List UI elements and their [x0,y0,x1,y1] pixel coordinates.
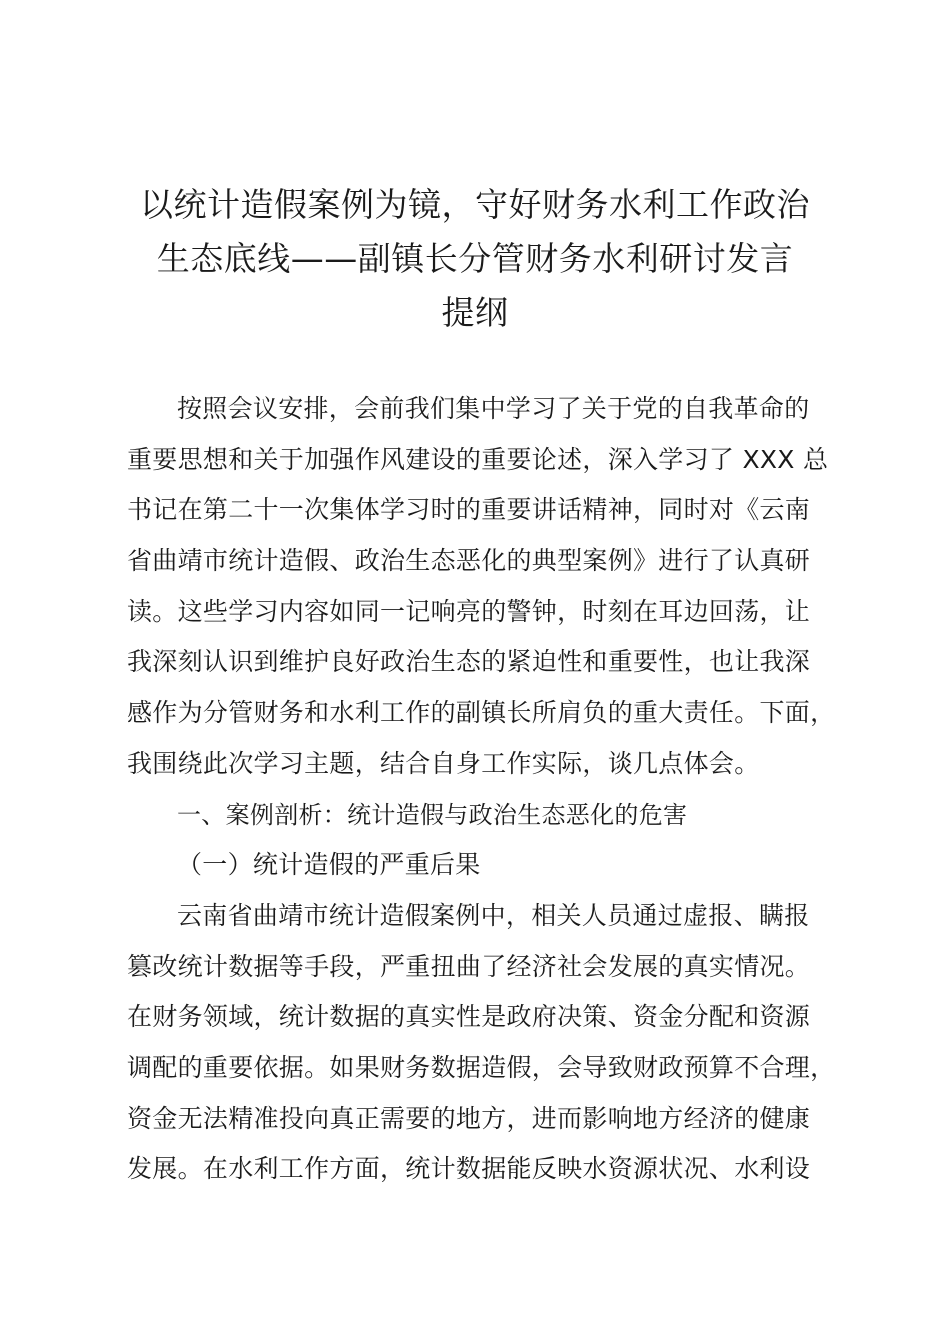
title-line-1: 以统计造假案例为镜，守好财务水利工作政治 [140,185,810,224]
title-line-3: 提纲 [441,293,509,332]
paragraph-line: 读。这些学习内容如同一记响亮的警钟，时刻在耳边回荡，让 [127,596,811,626]
paragraph-line: 篡改统计数据等手段，严重扭曲了经济社会发展的真实情况。 [127,951,811,981]
title-line-2: 生态底线——副镇长分管财务水利研讨发言 [156,239,794,278]
document-body [127,384,857,1195]
paragraph-line: 书记在第二十一次集体学习时的重要讲话精神，同时对《云南 [127,495,811,525]
paragraph-line: 发展。在水利工作方面，统计数据能反映水资源状况、水利设 [127,1154,811,1184]
paragraph-line: 在财务领域，统计数据的真实性是政府决策、资金分配和资源 [127,1002,811,1032]
subsection-heading: （一）统计造假的严重后果 [177,850,481,880]
paragraph-line: 我深刻认识到维护良好政治生态的紧迫性和重要性，也让我深 [127,647,811,677]
paragraph-line: 调配的重要依据。如果财务数据造假，会导致财政预算不合理， [127,1052,836,1082]
document-title [120,178,830,340]
paragraph-line: 按照会议安排，会前我们集中学习了关于党的自我革命的 [177,394,810,423]
section-heading: 一、案例剖析：统计造假与政治生态恶化的危害 [177,800,688,829]
paragraph-line: 重要思想和关于加强作风建设的重要论述，深入学习了 XXX 总 [127,444,829,474]
paragraph-line: 云南省曲靖市统计造假案例中，相关人员通过虚报、瞒报 [177,900,810,930]
paragraph-line: 资金无法精准投向真正需要的地方，进而影响地方经济的健康 [127,1103,811,1133]
paragraph-line: 感作为分管财务和水利工作的副镇长所肩负的重大责任。下面， [127,698,836,728]
paragraph-line: 省曲靖市统计造假、政治生态恶化的典型案例》进行了认真研 [127,546,811,576]
paragraph-line: 我围绕此次学习主题，结合自身工作实际，谈几点体会。 [127,748,760,778]
